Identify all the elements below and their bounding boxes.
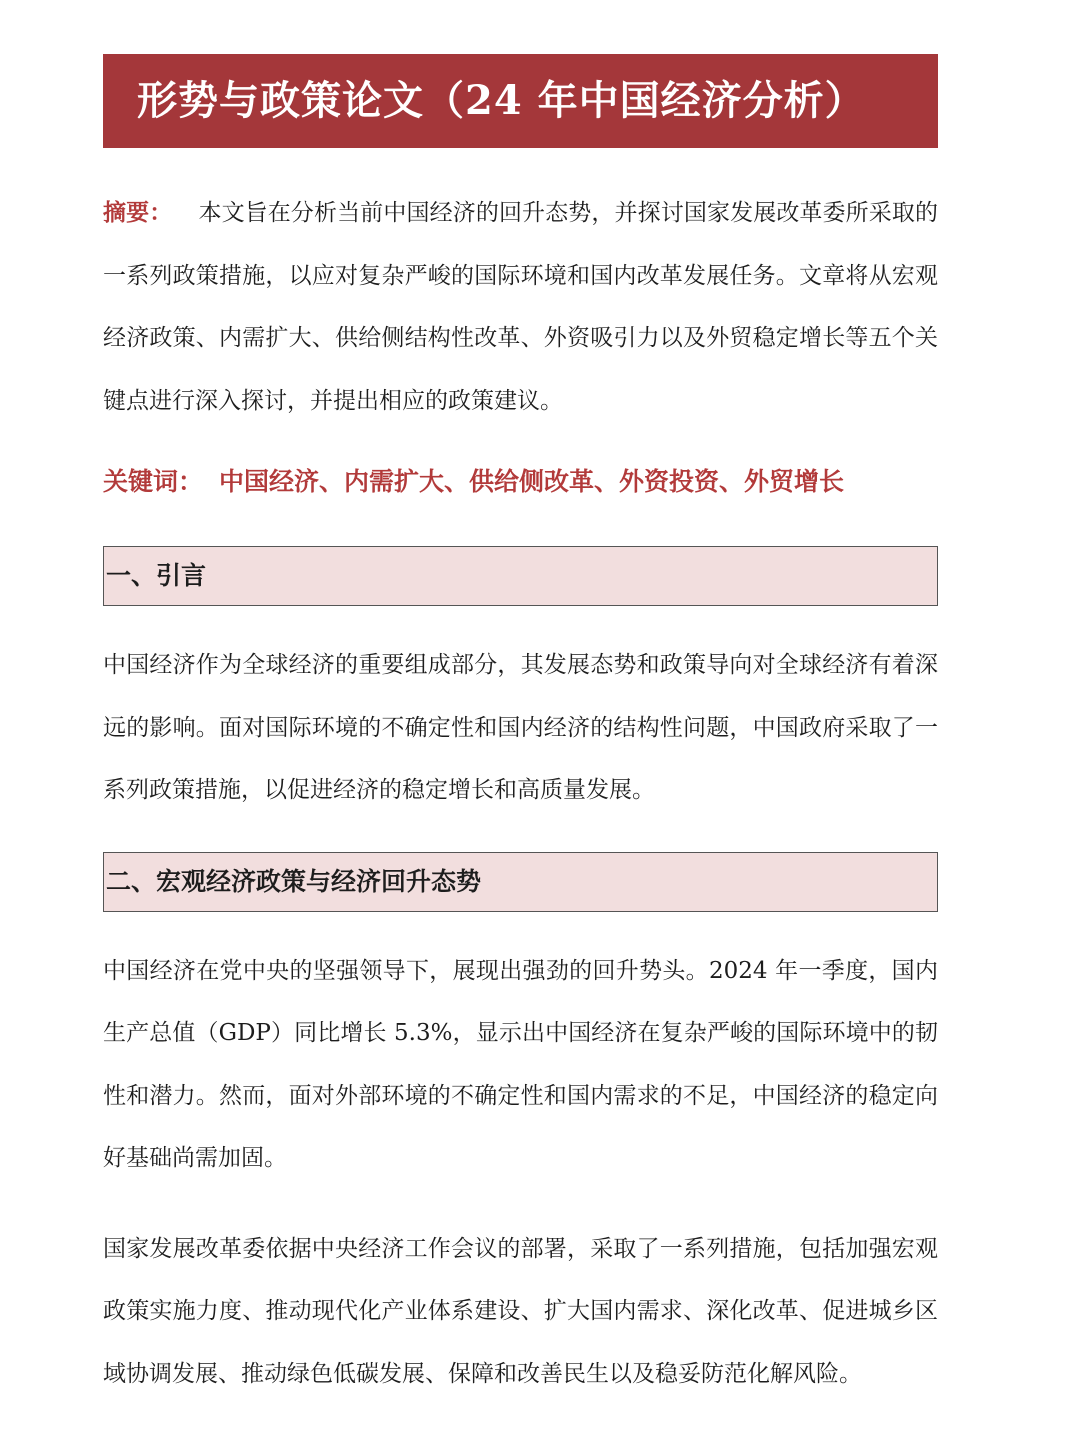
section-paragraph: 中国经济在党中央的坚强领导下，展现出强劲的回升势头。2024 年一季度，国内生产总值（GDP）同比增长 5.3%，显示出中国经济在复杂严峻的国际环境中的韧性和潜力。然而，面对外部环境的不确定性和国内需求的不足，中国经济的稳定向好基础尚需加固。 bbox=[103, 957, 938, 1171]
document-page bbox=[103, 54, 938, 1405]
keywords-label: 关键词： bbox=[103, 467, 204, 496]
title-banner: 形势与政策论文（24 年中国经济分析） bbox=[103, 54, 938, 148]
section-heading-macro-policy: 二、宏观经济政策与经济回升态势 bbox=[103, 852, 938, 912]
section-paragraph: 国家发展改革委依据中央经济工作会议的部署，采取了一系列措施，包括加强宏观政策实施力度、推动现代化产业体系建设、扩大国内需求、深化改革、促进城乡区域协调发展、推动绿色低碳发展、保障和改善民生以及稳妥防范化解风险。 bbox=[103, 1235, 938, 1387]
keywords-text: 中国经济、内需扩大、供给侧改革、外资投资、外贸增长 bbox=[219, 467, 845, 496]
abstract-label: 摘要： bbox=[103, 199, 173, 226]
abstract-paragraph bbox=[103, 182, 938, 432]
abstract-text: 本文旨在分析当前中国经济的回升态势，并探讨国家发展改革委所采取的一系列政策措施，以应对复杂严峻的国际环境和国内改革发展任务。文章将从宏观经济政策、内需扩大、供给侧结构性改革、外资吸引力以及外贸稳定增长等五个关键点进行深入探讨，并提出相应的政策建议。 bbox=[103, 200, 939, 414]
section-heading-introduction: 一、引言 bbox=[103, 546, 938, 606]
keywords-line bbox=[103, 462, 938, 502]
section-paragraph: 中国经济作为全球经济的重要组成部分，其发展态势和政策导向对全球经济有着深远的影响。面对国际环境的不确定性和国内经济的结构性问题，中国政府采取了一系列政策措施，以促进经济的稳定增长和高质量发展。 bbox=[103, 652, 938, 803]
